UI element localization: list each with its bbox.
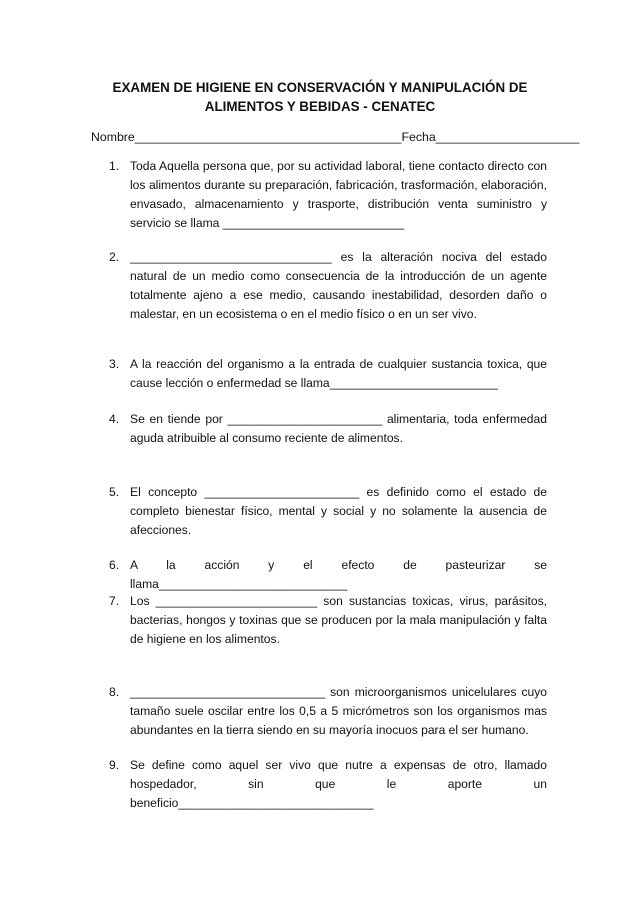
question-8 <box>91 683 547 740</box>
question-number: 6. <box>109 558 120 572</box>
question-1 <box>91 157 547 233</box>
question-6 <box>91 556 547 594</box>
question-number: 8. <box>109 685 120 699</box>
question-number: 1. <box>109 159 120 173</box>
title-line-1: EXAMEN DE HIGIENE EN CONSERVACIÓN Y MANIPULACIÓN DE <box>112 80 528 95</box>
question-text: Se en tiende por _______________________ alimentaria, toda enfermedad aguda atribuible al consumo reciente de alimentos. <box>130 412 547 445</box>
question-7 <box>91 592 547 649</box>
question-number: 5. <box>109 485 120 499</box>
question-text: El concepto _______________________ es definido como el estado de completo bienestar físico, mental y social y no solamente la ausencia de afecciones. <box>130 485 547 537</box>
question-number: 7. <box>109 594 120 608</box>
question-5 <box>91 483 547 540</box>
question-3 <box>91 355 547 393</box>
name-field[interactable]: _______________________________________ <box>134 130 402 144</box>
question-2 <box>91 248 547 324</box>
question-number: 4. <box>109 412 120 426</box>
question-text: A la acción y el efecto de pasteurizar se llama____________________________ <box>130 558 547 591</box>
question-text: Toda Aquella persona que, por su actividad laboral, tiene contacto directo con los alimentos durante su preparación, fabricación, trasformación, elaboración, envasado, almacenamiento y trasporte, distribución venta suministro y servicio se llama ___________________________ <box>130 159 547 230</box>
question-number: 2. <box>109 250 120 264</box>
name-label: Nombre <box>91 130 135 144</box>
exam-title <box>90 78 550 116</box>
title-line-2: ALIMENTOS Y BEBIDAS - CENATEC <box>204 99 436 114</box>
name-date-line <box>91 130 579 144</box>
question-4 <box>91 410 547 448</box>
question-number: 9. <box>109 758 120 772</box>
question-9 <box>91 756 547 813</box>
question-text: Se define como aquel ser vivo que nutre a expensas de otro, llamado hospedador, sin que le aporte un beneficio_____________________________ <box>130 758 547 810</box>
date-field[interactable]: _____________________ <box>435 130 580 144</box>
date-label: Fecha <box>401 130 436 144</box>
question-text: _____________________________ son microorganismos unicelulares cuyo tamaño suele oscilar entre los 0,5 a 5 micrómetros son los organismos mas abundantes en la tierra siendo en su mayoría inocuos para el ser humano. <box>130 685 547 737</box>
question-text: Los ________________________ son sustancias toxicas, virus, parásitos, bacterias, hongos y toxinas que se producen por la mala manipulación y falta de higiene en los alimentos. <box>130 594 547 646</box>
question-text: A la reacción del organismo a la entrada de cualquier sustancia toxica, que cause lección o enfermedad se llama_________________________ <box>130 357 547 390</box>
question-number: 3. <box>109 357 120 371</box>
question-text: ______________________________ es la alteración nociva del estado natural de un medio como consecuencia de la introducción de un agente totalmente ajeno a ese medio, causando inestabilidad, desorden daño o malestar, en un ecosistema o en el medio físico o en un ser vivo. <box>130 250 547 321</box>
